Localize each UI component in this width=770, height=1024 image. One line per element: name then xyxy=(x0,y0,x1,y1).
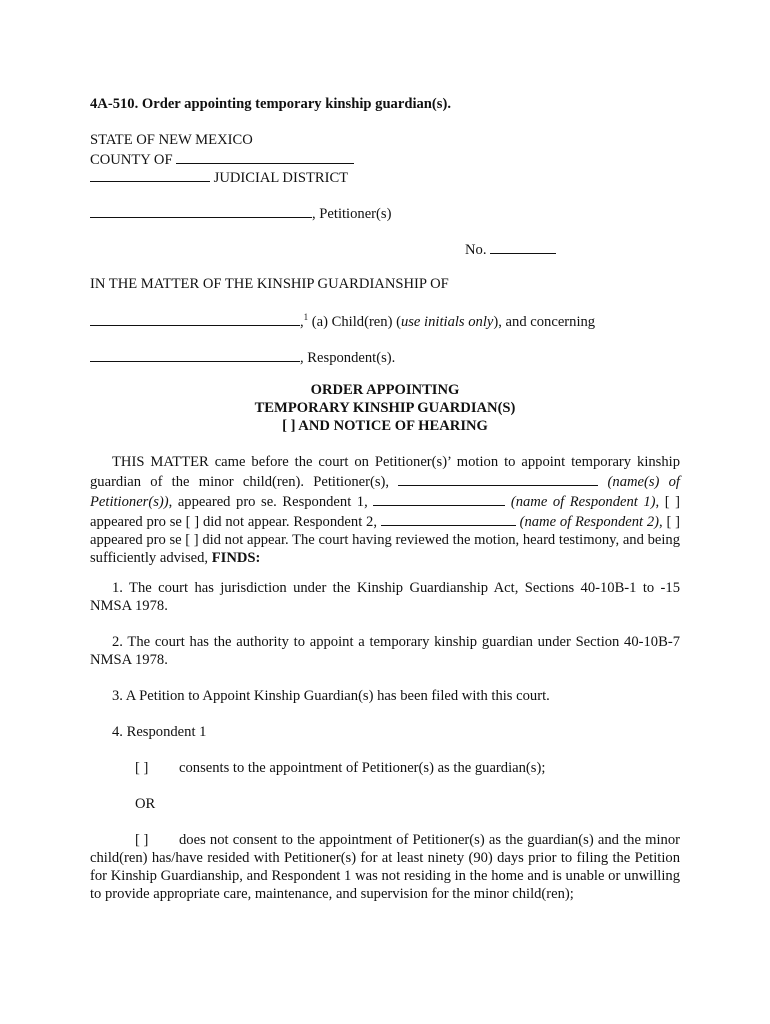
petitioner-label: , Petitioner(s) xyxy=(312,206,392,222)
finding-1: 1. The court has jurisdiction under the Kinship Guardianship Act, Sections 40-10B-1 to -15 NMSA 1978. xyxy=(90,580,680,614)
initials-note: use initials only xyxy=(400,314,494,330)
respondent-label: , Respondent(s). xyxy=(300,350,396,366)
option-not-consent xyxy=(90,831,680,903)
not-consent-text: does not consent to the appointment of Petitioner(s) as the guardian(s) and the minor child(ren) has/have resided with Petitioner(s) for at least ninety (90) days prior to filing the Petition for Kinship Guardianship, and Respondent 1 was not residing in the home and is unable or unwilling to provide appropriate care, maintenance, and supervision for the minor child(ren); xyxy=(90,832,680,902)
matter-line: IN THE MATTER OF THE KINSHIP GUARDIANSHIP OF xyxy=(90,276,449,292)
finding-3: 3. A Petition to Appoint Kinship Guardian(s) has been filed with this court. xyxy=(112,688,550,704)
form-heading: 4A-510. Order appointing temporary kinship guardian(s). xyxy=(90,96,451,112)
respondent-line xyxy=(90,347,395,367)
not-consent-checkbox[interactable]: [ ] xyxy=(135,832,149,848)
intro-paragraph: THIS MATTER came before the court on Petitioner(s)’ motion to appoint temporary kinship guardian of the minor child(ren). Petitioner(s), (name(s) of Petitioner(s)), appeared pro se. Respondent 1, (name of Respondent 1), [ ] appeared pro se [ ] did not appear. Respondent 2, (name of Respondent 2), [ ] appeared pro se [ ] did not appear. The court having reviewed the motion, heard testimony, and being sufficiently advised, FINDS: xyxy=(90,454,680,566)
state-line: STATE OF NEW MEXICO xyxy=(90,132,253,148)
finding-2: 2. The court has the authority to appoint a temporary kinship guardian under Section 40-10B-7 NMSA 1978. xyxy=(90,634,680,668)
order-title-2: TEMPORARY KINSHIP GUARDIAN(S) xyxy=(254,400,516,416)
district-line xyxy=(90,167,348,187)
child-label-end: ), and concerning xyxy=(493,314,596,330)
respondent-2-name-blank[interactable] xyxy=(381,511,516,526)
order-title-3: [ ] AND NOTICE OF HEARING xyxy=(282,418,488,434)
child-name-blank[interactable] xyxy=(90,311,300,326)
petitioner-line xyxy=(90,203,391,223)
child-line xyxy=(90,311,595,331)
consents-text: consents to the appointment of Petitioner(s) as the guardian(s); xyxy=(179,760,546,776)
district-blank[interactable] xyxy=(90,167,210,182)
consents-checkbox[interactable]: [ ] xyxy=(135,760,149,776)
petitioner-blank[interactable] xyxy=(90,203,312,218)
respondent-blank[interactable] xyxy=(90,347,300,362)
finding-4: 4. Respondent 1 xyxy=(112,724,207,740)
petitioners-name-blank[interactable] xyxy=(398,471,598,486)
option-consents xyxy=(135,759,545,777)
order-title-1: ORDER APPOINTING xyxy=(310,382,460,398)
county-blank[interactable] xyxy=(176,149,354,164)
county-line xyxy=(90,149,354,169)
respondent-1-name-blank[interactable] xyxy=(373,491,505,506)
district-label: JUDICIAL DISTRICT xyxy=(213,170,349,186)
case-number-label: No. xyxy=(465,242,487,258)
child-comma: , xyxy=(300,314,304,330)
footnote-marker: 1 xyxy=(303,312,309,323)
or-label: OR xyxy=(135,796,156,812)
child-label: (a) Child(ren) ( xyxy=(308,314,401,330)
case-number-blank[interactable] xyxy=(490,239,556,254)
case-number-line xyxy=(465,239,556,259)
county-label: COUNTY OF xyxy=(90,152,173,168)
